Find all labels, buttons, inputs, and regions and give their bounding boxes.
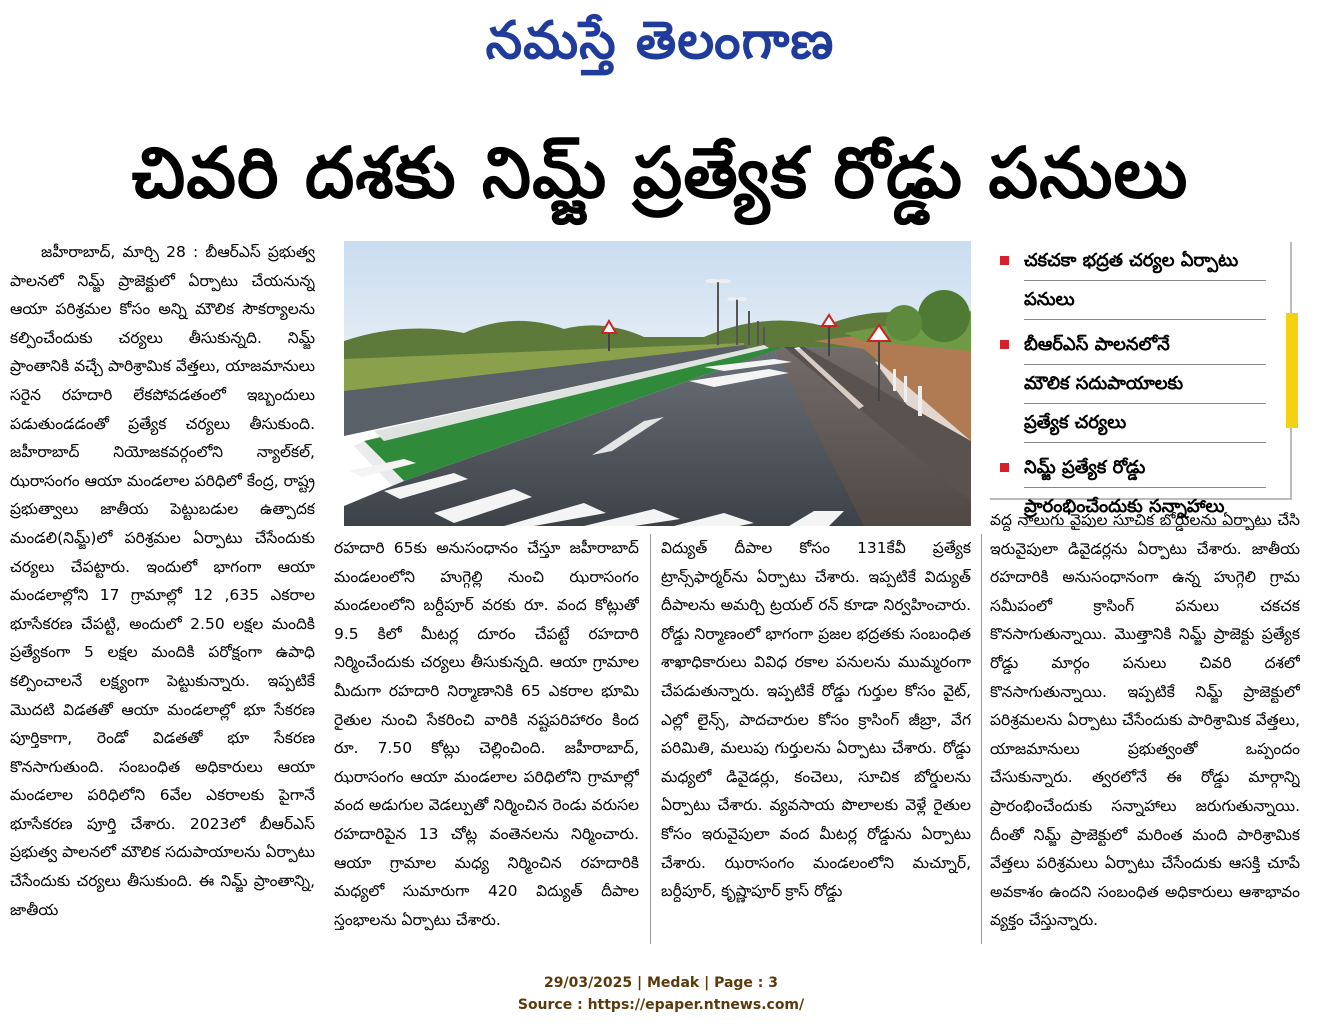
column-divider [981,534,982,944]
page-footer [0,972,1322,1016]
article-text: విద్యుత్ దీపాల కోసం 131కేవీ ప్రత్యేక ట్రాన్స్‌ఫార్మర్‌ను ఏర్పాటు చేశారు. ఇప్పటికే విద్యుత్ దీపాలను అమర్చి ట్రయల్ రన్ కూడా నిర్వహించారు. రోడ్డు నిర్మాణంలో భాగంగా ప్రజల భద్రతకు సంబంధిత శాఖాధికారులు వివిధ రకాల పనులను ముమ్మరంగా చేపడుతున్నారు. ఇప్పటికే రోడ్డు గుర్తుల కోసం వైట్, ఎల్లో లైన్స్, పాదచారుల కోసం క్రాసింగ్ జీబ్రా, వేగ పరిమితి, మలుపు గుర్తులను ఏర్పాటు చేశారు. రోడ్డు మధ్యలో డివైడర్లు, కంచెలు, సూచిక బోర్డులను ఏర్పాటు చేశారు. వ్యవసాయ పొలాలకు వెళ్లే రైతుల కోసం ఇరువైపులా వంద మీటర్ల రోడ్డును ఏర్పాటు చేశారు. ఝరాసంగం మండలంలోని మచ్నూర్, బర్దీపూర్, కృష్ణాపూర్ క్రాస్ రోడ్డు [661,539,971,901]
highlight-text: మౌలిక సదుపాయాలకు [1024,365,1266,404]
highlight-item [990,242,1290,320]
highlight-text: పనులు [1024,281,1266,320]
highlights-box [990,242,1292,517]
source-link[interactable]: Source : https://epaper.ntnews.com/ [517,997,805,1013]
highlight-text: చకచకా భద్రత చర్యల ఏర్పాటు [1024,242,1266,281]
highlight-text: నిమ్జ్ ప్రత్యేక రోడ్డు [1024,449,1266,488]
highlight-text: ప్రత్యేక చర్యలు [1024,404,1266,443]
highlight-text: బీఆర్ఎస్ పాలనలోనే [1024,326,1266,365]
column-divider [650,534,651,944]
article-column-1 [10,238,315,943]
article-text: వద్ద నాలుగు వైపుల సూచిక బోర్డులను ఏర్పాటు చేసి ఇరువైపులా డివైడర్లను ఏర్పాటు చేశారు. జాతీయ రహదారికి అనుసంధానంగా ఉన్న హుగ్గెలి గ్రామ సమీపంలో క్రాసింగ్ పనులు చకచక కొనసాగుతున్నాయి. మొత్తానికి నిమ్జ్ ప్రాజెక్టు ప్రత్యేక రోడ్డు మార్గం పనులు చివరి దశలో కొనసాగుతున్నాయి. ఇప్పటికే నిమ్జ్ ప్రాజెక్టులో పరిశ్రమలను ఏర్పాటు చేసేందుకు పారిశ్రామిక వేత్తలు, యాజమానులు ప్రభుత్వంతో ఒప్పందం చేసుకున్నారు. త్వరలోనే ఈ రోడ్డు మార్గాన్ని ప్రారంభించేందుకు సన్నాహాలు జరుగుతున్నాయి. దీంతో నిమ్జ్ ప్రాజెక్టులో మరింత మంది పారిశ్రామిక వేత్తలు పరిశ్రమలు ఏర్పాటు చేసేందుకు ఆసక్తి చూపే అవకాశం ఉందని సంబంధిత అధికారులు ఆశాభావం వ్యక్తం చేస్తున్నారు. [990,511,1300,930]
article-column-2 [334,534,639,944]
masthead-logo: నమస్తే తెలంగాణ [485,11,835,71]
road-photo [344,241,971,526]
article-text: రహదారి 65కు అనుసంధానం చేస్తూ జహీరాబాద్ మండలంలోని హుగ్గెల్లి నుంచి ఝరాసంగం మండలంలోని బర్దీపూర్ వరకు రూ. వంద కోట్లుతో 9.5 కిలో మీటర్ల దూరం చేపట్టే రహదారి నిర్మించేందుకు చర్యలు తీసుకున్నది. ఆయా గ్రామాల మీదుగా రహదారి నిర్మాణానికి 65 ఎకరాల భూమి రైతుల నుంచి సేకరించి వారికి నష్టపరిహారం కింద రూ. 7.50 కోట్లు చెల్లించింది. జహీరాబాద్, ఝరాసంగం ఆయా మండలాల పరిధిలోని గ్రామాల్లో వంద అడుగుల వెడల్పుతో నిర్మించిన రెండు వరుసల రహదారిపైన 13 చోట్ల వంతెనలను నిర్మించారు. ఆయా గ్రామాల మధ్య నిర్మించిన రహదారికి మధ్యలో సుమారుగా 420 విద్యుత్ దీపాల స్తంభాలను ఏర్పాటు చేశారు. [334,539,639,929]
highlight-item [990,326,1290,443]
highlight-text: ప్రారంభించేందుకు సన్నాహాలు [1024,488,1266,527]
road-photo-image [344,241,971,526]
article-text: జహీరాబాద్, మార్చి 28 : బీఆర్ఎస్ ప్రభుత్వ పాలనలో నిమ్జ్ ప్రాజెక్టులో ఏర్పాటు చేయనున్న ఆయా పరిశ్రమల కోసం అన్ని మౌలిక సౌకర్యాలను కల్పించేందుకు చర్యలు తీసుకున్నది. నిమ్జ్ ప్రాంతానికి వచ్చే పారిశ్రామిక వేత్తలు, యాజమానులు సరైన రహదారి లేకపోవడతంలో ఇబ్బందులు పడుతుండడంతో ప్రత్యేక చర్యలు తీసుకుంది. జహీరాబాద్ నియోజకవర్గంలోని న్యాల్‌కల్, ఝరాసంగం ఆయా మండలాల పరిధిలో కేంద్ర, రాష్ట్ర ప్రభుత్వాలు జాతీయ పెట్టుబడుల ఉత్పాదక మండలి(నిమ్జ్)లో పరిశ్రమల ఏర్పాటు చేసేందుకు చర్యలు చేపట్టారు. ఇందులో భాగంగా ఆయా మండలాల్లోని 17 గ్రామాల్లో 12 ,635 ఎకరాల భూసేకరణ చేపట్టి, అందులో 2.50 లక్షల మందికి ప్రత్యేకంగా 5 లక్షల మందికి పరోక్షంగా ఉపాధి కల్పించాలనే లక్ష్యంగా పెట్టుకున్నారు. ఇప్పటికే మొదటి విడతతో ఆయా మండలాల్లో భూ సేకరణ పూర్తికాగా, రెండో విడతతో భూ సేకరణ కొనసాగుతుంది. సంబంధిత అధికారులు ఆయా మండలాల పరిధిలోని 6వేల ఎకరాలకు పైగానే భూసేకరణ పూర్తి చేశారు. 2023లో బీఆర్ఎస్ ప్రభుత్వ పాలనలో మౌలిక సదుపాయాలను ఏర్పాటు చేసేందుకు చర్యలు తీసుకుంది. ఈ నిమ్జ్ ప్రాంతాన్ని, జాతీయ [10,243,315,919]
edition-info: 29/03/2025 | Medak | Page : 3 [543,975,779,991]
article-column-3 [661,534,971,944]
bullet-icon [1000,463,1009,472]
headline: చివరి దశకు నిమ్జ్ ప్రత్యేక రోడ్డు పనులు [131,132,1189,214]
bullet-icon [1000,340,1009,349]
article-column-4 [990,506,1300,946]
accent-bar [1286,313,1298,428]
bullet-icon [1000,256,1009,265]
